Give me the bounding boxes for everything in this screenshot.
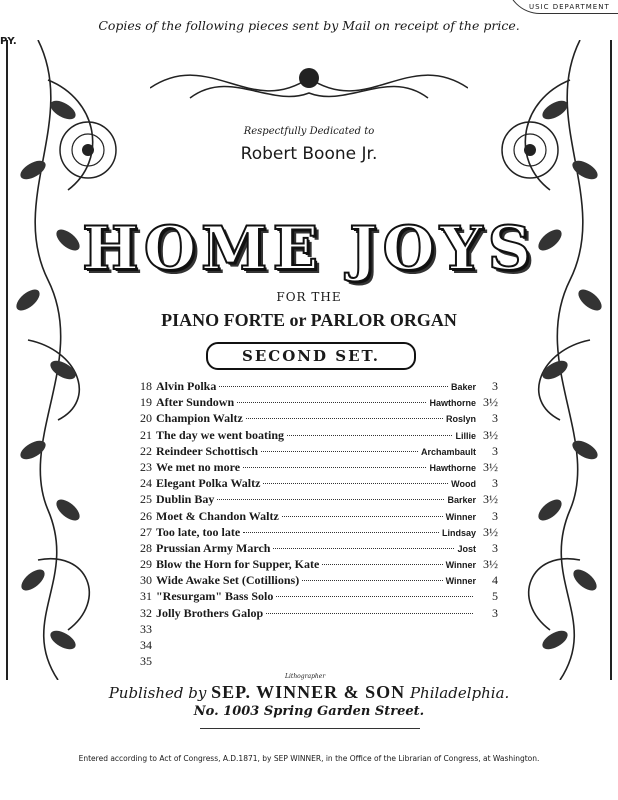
piece-number: 35: [140, 654, 152, 669]
piece-number: 21: [140, 427, 152, 442]
top-scroll-ornament: [150, 48, 468, 118]
piece-composer: Jost: [457, 543, 476, 554]
piece-number: 33: [140, 621, 152, 636]
set-label: SECOND SET.: [206, 342, 416, 370]
leader-dots: [219, 386, 448, 387]
leader-dots: [287, 435, 452, 436]
mail-order-note: Copies of the following pieces sent by Mail on receipt of the price.: [98, 18, 520, 33]
piece-number: 27: [140, 524, 152, 539]
piece-composer: Lindsay: [441, 527, 476, 538]
leader-dots: [276, 596, 473, 597]
piece-title: Too late, too late: [156, 524, 241, 539]
copyright-entry: Entered according to Act of Congress, A.D.1871, by SEP WINNER, in the Office of the Librarian of Congress, at Washington.: [78, 754, 540, 763]
piece-composer: Archambault: [420, 446, 476, 457]
piece-title: Wide Awake Set (Cotillions): [156, 573, 300, 588]
piece-number: 23: [140, 459, 152, 474]
list-item: [140, 491, 498, 507]
leader-dots: [282, 516, 443, 517]
list-item: [140, 524, 498, 540]
piece-title: The day we went boating: [156, 427, 285, 442]
leader-dots: [302, 580, 442, 581]
piece-composer: Wood: [451, 479, 476, 490]
piece-price: 3: [492, 540, 498, 555]
piece-composer: Roslyn: [445, 414, 476, 425]
piece-title: Champion Waltz: [156, 411, 243, 426]
leader-dots: [237, 402, 426, 403]
piece-number: 19: [140, 395, 152, 410]
list-item: [140, 621, 498, 637]
piece-composer: Hawthorne: [429, 398, 476, 409]
publisher-line: [0, 682, 618, 703]
list-item: [140, 572, 498, 588]
piece-title: Elegant Polka Waltz: [156, 476, 261, 491]
publisher-address: No. 1003 Spring Garden Street.: [193, 704, 425, 719]
piece-price: 3½: [483, 524, 498, 539]
piece-composer: Hawthorne: [429, 462, 476, 473]
piece-title: Dublin Bay: [156, 492, 215, 507]
piece-price: 3: [492, 605, 498, 620]
copy-mark: PY.: [0, 36, 17, 47]
piece-number: 22: [140, 443, 152, 458]
piece-number: 20: [140, 411, 152, 426]
publisher-city: Philadelphia.: [409, 684, 510, 702]
list-item: [140, 588, 498, 604]
piece-price: 4: [492, 573, 498, 588]
leader-dots: [273, 548, 454, 549]
list-item: [140, 427, 498, 443]
piece-number: 32: [140, 605, 152, 620]
piece-title: We met no more: [156, 459, 241, 474]
list-item: [140, 410, 498, 426]
dedicatee-name: Robert Boone Jr.: [240, 144, 378, 164]
instrument-label: PIANO FORTE or PARLOR ORGAN: [161, 310, 457, 330]
leader-dots: [266, 613, 473, 614]
piece-price: 3½: [483, 459, 498, 474]
for-the-label: FOR THE: [276, 290, 342, 304]
leader-dots: [263, 483, 448, 484]
leader-dots: [243, 467, 426, 468]
piece-price: 3½: [483, 395, 498, 410]
list-item: [140, 459, 498, 475]
piece-title: After Sundown: [156, 395, 235, 410]
piece-price: 3½: [483, 492, 498, 507]
piece-number: 28: [140, 540, 152, 555]
piece-composer: Barker: [447, 495, 476, 506]
list-item: [140, 605, 498, 621]
leader-dots: [261, 451, 418, 452]
piece-title: Blow the Horn for Supper, Kate: [156, 557, 320, 572]
library-stamp: USIC DEPARTMENT: [506, 0, 618, 14]
piece-number: 26: [140, 508, 152, 523]
leader-dots: [243, 532, 439, 533]
piece-price: 3½: [483, 557, 498, 572]
piece-price: 3: [492, 443, 498, 458]
published-by-label: Published by: [108, 684, 207, 702]
leader-dots: [322, 564, 442, 565]
piece-list: [140, 378, 498, 669]
lithographer-note: Lithographer: [285, 673, 326, 680]
list-item: [140, 394, 498, 410]
list-item: [140, 378, 498, 394]
piece-composer: Winner: [445, 560, 476, 571]
piece-price: 3: [492, 476, 498, 491]
list-item: [140, 637, 498, 653]
piece-number: 30: [140, 573, 152, 588]
piece-title: "Resurgam" Bass Solo: [156, 589, 274, 604]
leader-dots: [217, 499, 444, 500]
piece-title: Prussian Army March: [156, 540, 271, 555]
publisher-firm: SEP. WINNER & SON: [211, 682, 406, 702]
page-title: HOME JOYS: [82, 214, 536, 284]
piece-number: 34: [140, 638, 152, 652]
piece-number: 29: [140, 557, 152, 572]
piece-number: 31: [140, 589, 152, 604]
piece-composer: Winner: [445, 511, 476, 522]
piece-composer: Winner: [445, 576, 476, 587]
piece-title: Alvin Polka: [156, 379, 217, 393]
piece-number: 25: [140, 492, 152, 507]
piece-composer: Lillie: [455, 430, 476, 441]
piece-price: 3½: [483, 427, 498, 442]
list-item: [140, 508, 498, 524]
piece-price: 3: [492, 411, 498, 426]
list-item: [140, 653, 498, 669]
list-item: [140, 556, 498, 572]
piece-price: 5: [492, 589, 498, 604]
piece-composer: Baker: [450, 382, 476, 392]
piece-title: Reindeer Schottisch: [156, 443, 259, 458]
list-item: [140, 475, 498, 491]
piece-number: 24: [140, 476, 152, 491]
piece-title: Jolly Brothers Galop: [156, 605, 264, 620]
list-item: [140, 443, 498, 459]
entered-rule: [200, 728, 420, 729]
piece-price: 3: [492, 379, 498, 393]
dedication-line: Respectfully Dedicated to: [243, 126, 375, 137]
leader-dots: [246, 418, 443, 419]
piece-title: Moet & Chandon Waltz: [156, 508, 279, 523]
piece-number: 18: [140, 379, 152, 393]
piece-price: 3: [492, 508, 498, 523]
list-item: [140, 540, 498, 556]
